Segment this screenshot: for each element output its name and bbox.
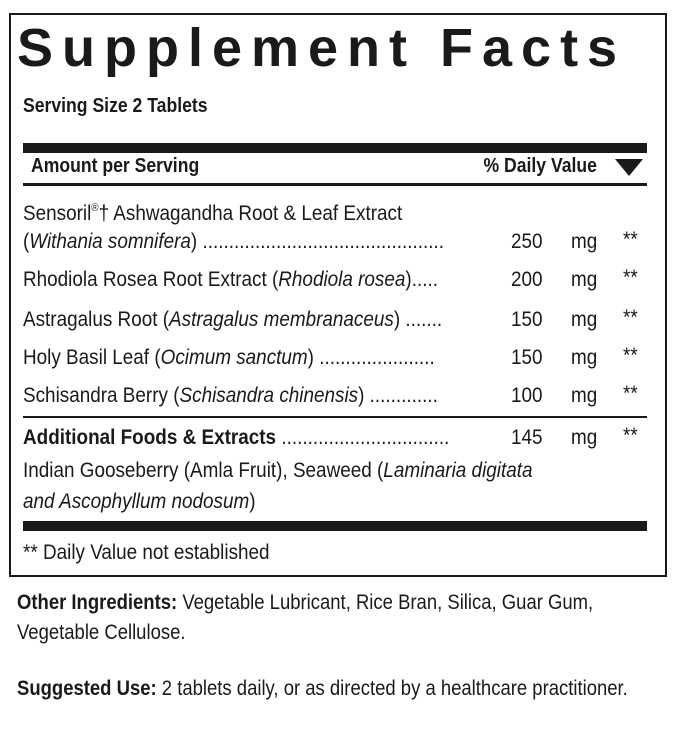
ingredient-row: Astragalus Root (Astragalus membranaceus) ....... (23, 308, 443, 331)
ingredient-daily-value: ** (623, 382, 638, 405)
additional-amount: 145 (511, 426, 543, 449)
additional-ingredients-list-cont: and Ascophyllum nodosum) (23, 490, 256, 513)
ingredient-daily-value: ** (623, 266, 638, 289)
ingredient-daily-value: ** (623, 306, 638, 329)
ingredient-row: Schisandra Berry (Schisandra chinensis) ............. (23, 384, 438, 407)
panel-title: Supplement Facts (17, 18, 627, 78)
ingredient-unit: mg (571, 346, 598, 369)
ingredient-unit: mg (571, 268, 598, 291)
header-divider (23, 143, 647, 153)
ingredient-unit: mg (571, 308, 598, 331)
suggested-use: Suggested Use: 2 tablets daily, or as directed by a healthcare practitioner. (17, 677, 628, 700)
additional-daily-value: ** (623, 424, 638, 447)
ingredient-amount: 150 (511, 308, 543, 331)
amount-per-serving-header: Amount per Serving (31, 155, 200, 177)
ingredient-amount: 150 (511, 346, 543, 369)
supplement-facts-panel (9, 13, 667, 577)
ingredient-unit: mg (571, 230, 598, 253)
triangle-down-icon (615, 159, 643, 176)
ingredient-daily-value: ** (623, 228, 638, 251)
subheader-divider (23, 183, 647, 186)
daily-value-footnote: ** Daily Value not established (23, 541, 270, 564)
other-ingredients: Other Ingredients: Vegetable Lubricant, Rice Bran, Silica, Guar Gum, Vegetable Cellulose. (17, 591, 594, 644)
ingredient-row: Rhodiola Rosea Root Extract (Rhodiola rosea)..... (23, 268, 438, 291)
additional-row: Additional Foods & Extracts ................................ (23, 426, 450, 449)
ingredient-unit: mg (571, 384, 598, 407)
ingredient-amount: 100 (511, 384, 543, 407)
serving-size: Serving Size 2 Tablets (23, 95, 208, 117)
ingredients-divider (23, 416, 647, 418)
additional-unit: mg (571, 426, 598, 449)
ingredient-daily-value: ** (623, 344, 638, 367)
ingredient-amount: 250 (511, 230, 543, 253)
ingredient-row: Holy Basil Leaf (Ocimum sanctum) ...................... (23, 346, 435, 369)
daily-value-header: % Daily Value (483, 155, 597, 177)
ingredient-amount: 200 (511, 268, 543, 291)
ingredient-row: (Withania somnifera) .............................................. (23, 230, 445, 253)
footer-divider (23, 521, 647, 531)
ingredient-name-line: Sensoril®† Ashwagandha Root & Leaf Extract (23, 202, 403, 225)
additional-ingredients-list: Indian Gooseberry (Amla Fruit), Seaweed (Laminaria digitata (23, 459, 533, 482)
